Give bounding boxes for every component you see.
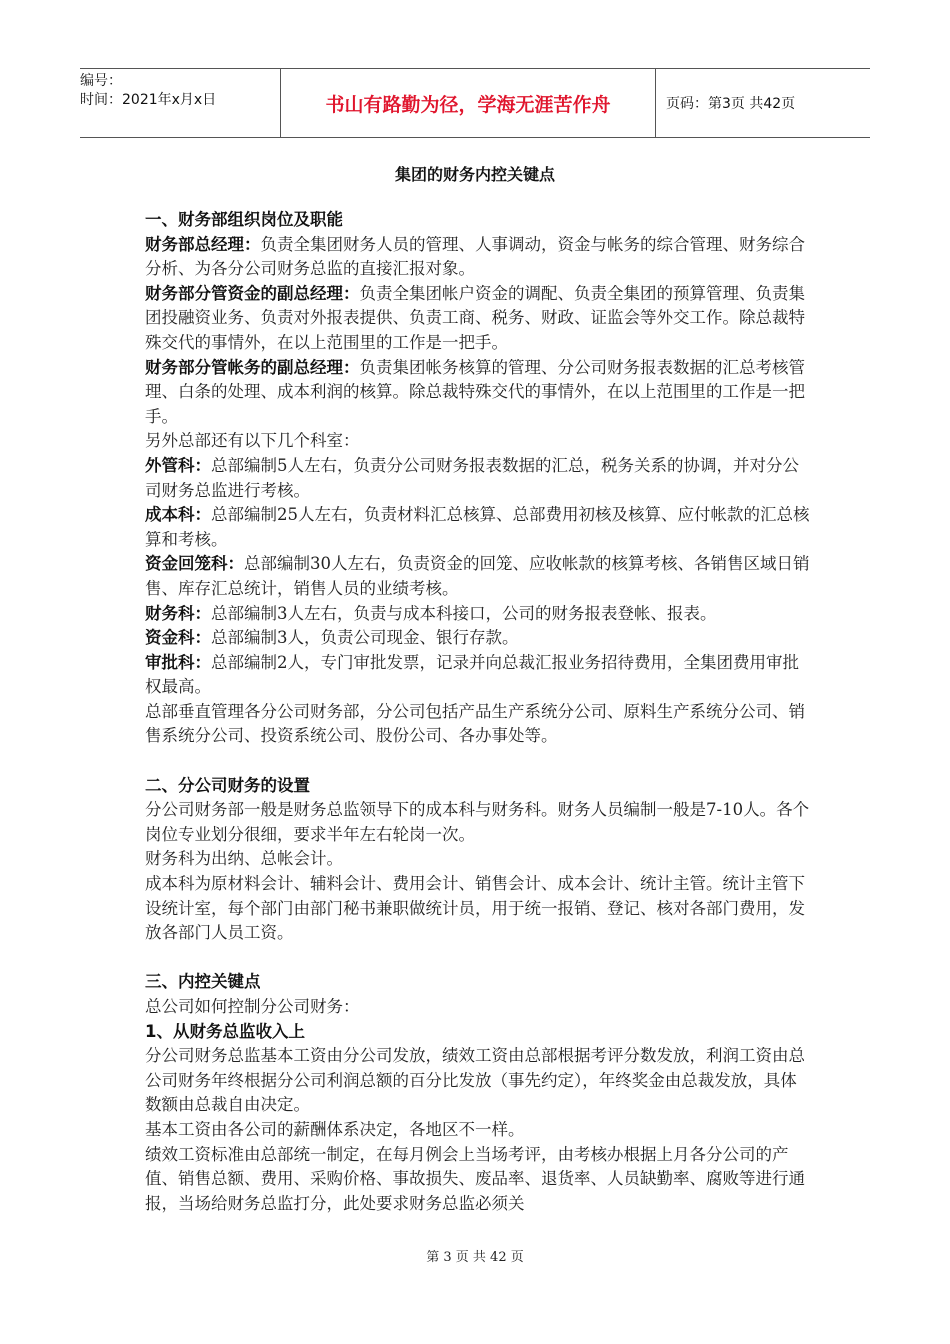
paragraph-vp-fund [145,282,813,356]
term-wg: 外管科： [145,455,211,475]
paragraph-cb [145,503,813,552]
time-label: 时间：2021年x月x日 [80,92,217,108]
text-zj: 总部编制30人左右，负责资金的回笼、应收帐款的核算考核、各销售区域日销售、库存汇总统计，销售人员的业绩考核。 [145,554,810,598]
paragraph-s2-3: 成本科为原材料会计、辅料会计、费用会计、销售会计、成本会计、统计主管。统计主管下设统计室，每个部门由部门秘书兼职做统计员，用于统一报销、登记、核对各部门费用，发放各部门人员工资。 [145,874,805,943]
section-heading-2: 二、分公司财务的设置 [145,775,310,795]
header-page-info: 页码：第3页 共42页 [666,96,796,112]
text-wg: 总部编制5人左右，负责分公司财务报表数据的汇总，税务关系的协调，并对分公司财务总监进行考核。 [145,455,799,500]
paragraph-vp-acct [145,356,813,430]
spacer [145,749,813,774]
paragraph-s3-1: 分公司财务总监基本工资由分公司发放，绩效工资由总部根据考评分数发放，利润工资由总公司财务年终根据分公司利润总额的百分比发放（事先约定），年终奖金由总裁发放，具体数额由总裁自由决定。 [145,1046,805,1115]
spacer [145,946,813,971]
document-body [145,208,813,1216]
paragraph-wg [145,454,813,503]
page-header [80,68,870,138]
text-gm: 负责全集团财务人员的管理、人事调动，资金与帐务的综合管理、财务综合分析、为各分公司财务总监的直接汇报对象。 [145,234,805,279]
paragraph-s2-2: 财务科为出纳、总帐会计。 [145,849,343,869]
paragraph-s3-2: 基本工资由各公司的薪酬体系决定，各地区不一样。 [145,1119,525,1139]
text-vp-acct: 负责集团帐务核算的管理、分公司财务报表数据的汇总考核管理、白条的处理、成本利润的核算。除总裁特殊交代的事情外，在以上范围里的工作是一把手。 [145,357,805,426]
document-title: 集团的财务内控关键点 [394,165,555,184]
term-cw: 财务科： [145,603,211,623]
number-label: 编号： [80,73,122,89]
term-vp-fund: 财务部分管资金的副总经理： [145,283,360,303]
page-footer: 第 3 页 共 42 页 [426,1250,524,1265]
paragraph-s3-3: 绩效工资标准由总部统一制定，在每月例会上当场考评，由考核办根据上月各分公司的产值、销售总额、费用、采购价格、事故损失、废品率、退货率、人员缺勤率、腐败等进行通报，当场给财务总监打分，此处要求财务总监必须关 [145,1144,805,1213]
paragraph-gm [145,233,813,282]
term-cb: 成本科： [145,505,211,525]
term-sp: 审批科： [145,652,211,672]
paragraph-sp [145,651,813,700]
section-heading-1: 一、财务部组织岗位及职能 [145,210,343,229]
paragraph-s2-1: 分公司财务部一般是财务总监领导下的成本科与财务科。财务人员编制一般是7-10人。各个岗位专业划分很细，要求半年左右轮岗一次。 [145,800,810,844]
text-vp-fund: 负责全集团帐户资金的调配、负责全集团的预算管理、负责集团投融资业务、负责对外报表提供、负责工商、税务、财政、证监会等外交工作。除总裁特殊交代的事情外，在以上范围里的工作是一把手。 [145,283,805,352]
term-gm: 财务部总经理： [145,234,261,254]
paragraph-s3-intro: 总公司如何控制分公司财务： [145,997,360,1016]
section-heading-3: 三、内控关键点 [145,972,261,992]
text-zjk: 总部编制3人，负责公司现金、银行存款。 [211,628,519,648]
subheading-1: 1、从财务总监收入上 [145,1021,305,1041]
term-zjk: 资金科： [145,628,211,648]
text-cb: 总部编制25人左右，负责材料汇总核算、总部费用初核及核算、应付帐款的汇总核算和考核。 [145,505,810,549]
text-cw: 总部编制3人左右，负责与成本科接口，公司的财务报表登帐、报表。 [211,603,717,623]
paragraph-other: 另外总部还有以下几个科室： [145,431,360,451]
paragraph-zj [145,552,813,601]
paragraph-cw [145,602,813,627]
text-sp: 总部编制2人，专门审批发票，记录并向总裁汇报业务招待费用，全集团费用审批权最高。 [145,652,799,697]
term-vp-acct: 财务部分管帐务的副总经理： [145,357,360,377]
header-meta [80,69,281,137]
paragraph-zjk [145,626,813,651]
paragraph-vertical: 总部垂直管理各分公司财务部，分公司包括产品生产系统分公司、原料生产系统分公司、销售系统分公司、投资系统公司、股份公司、各办事处等。 [145,701,805,746]
header-motto: 书山有路勤为径，学海无涯苦作舟 [281,69,656,137]
term-zj: 资金回笼科： [145,554,244,574]
